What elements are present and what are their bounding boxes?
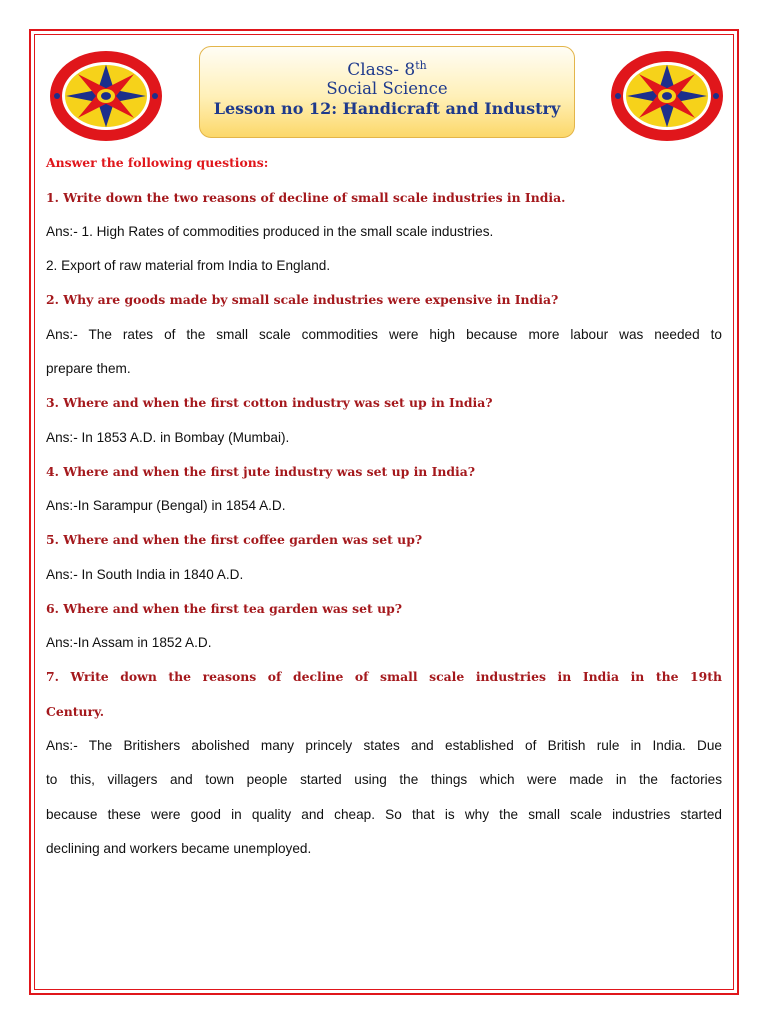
class-title: Class- 8th: [347, 59, 427, 80]
answer-7-line-2: to this, villagers and town people started using the things which were made in the factories: [46, 772, 722, 787]
question-6: 6. Where and when the first tea garden was set up?: [46, 601, 403, 616]
answer-2-line-1: Ans:- The rates of the small scale commodities were high because more labour was needed to: [46, 327, 722, 342]
lesson-title: Lesson no 12: Handicraft and Industry: [213, 99, 561, 118]
answer-1-line-2: 2. Export of raw material from India to England.: [46, 258, 331, 273]
school-emblem-icon: [608, 48, 726, 144]
question-2: 2. Why are goods made by small scale industries were expensive in India?: [46, 292, 559, 307]
title-box: [199, 46, 575, 138]
question-3: 3. Where and when the first cotton industry was set up in India?: [46, 395, 493, 410]
answer-6: Ans:-In Assam in 1852 A.D.: [46, 635, 212, 650]
section-heading: Answer the following questions:: [46, 155, 269, 170]
answer-2-line-2: prepare them.: [46, 361, 131, 376]
question-7-line-2: Century.: [46, 704, 105, 719]
question-7-line-1: 7. Write down the reasons of decline of small scale industries in India in the 19th: [46, 669, 722, 684]
subject-title: Social Science: [326, 79, 448, 98]
answer-7-line-1: Ans:- The Britishers abolished many princely states and established of British rule in India. Due: [46, 738, 722, 753]
question-5: 5. Where and when the first coffee garden was set up?: [46, 532, 423, 547]
answer-5: Ans:- In South India in 1840 A.D.: [46, 567, 244, 582]
school-emblem-icon: [47, 48, 165, 144]
answer-3: Ans:- In 1853 A.D. in Bombay (Mumbai).: [46, 430, 290, 445]
answer-7-line-4: declining and workers became unemployed.: [46, 841, 312, 856]
question-4: 4. Where and when the first jute industry was set up in India?: [46, 464, 476, 479]
answer-7-line-3: because these were good in quality and cheap. So that is why the small scale industries started: [46, 807, 722, 822]
answer-1-line-1: Ans:- 1. High Rates of commodities produced in the small scale industries.: [46, 224, 494, 239]
question-1: 1. Write down the two reasons of decline of small scale industries in India.: [46, 190, 566, 205]
answer-4: Ans:-In Sarampur (Bengal) in 1854 A.D.: [46, 498, 286, 513]
